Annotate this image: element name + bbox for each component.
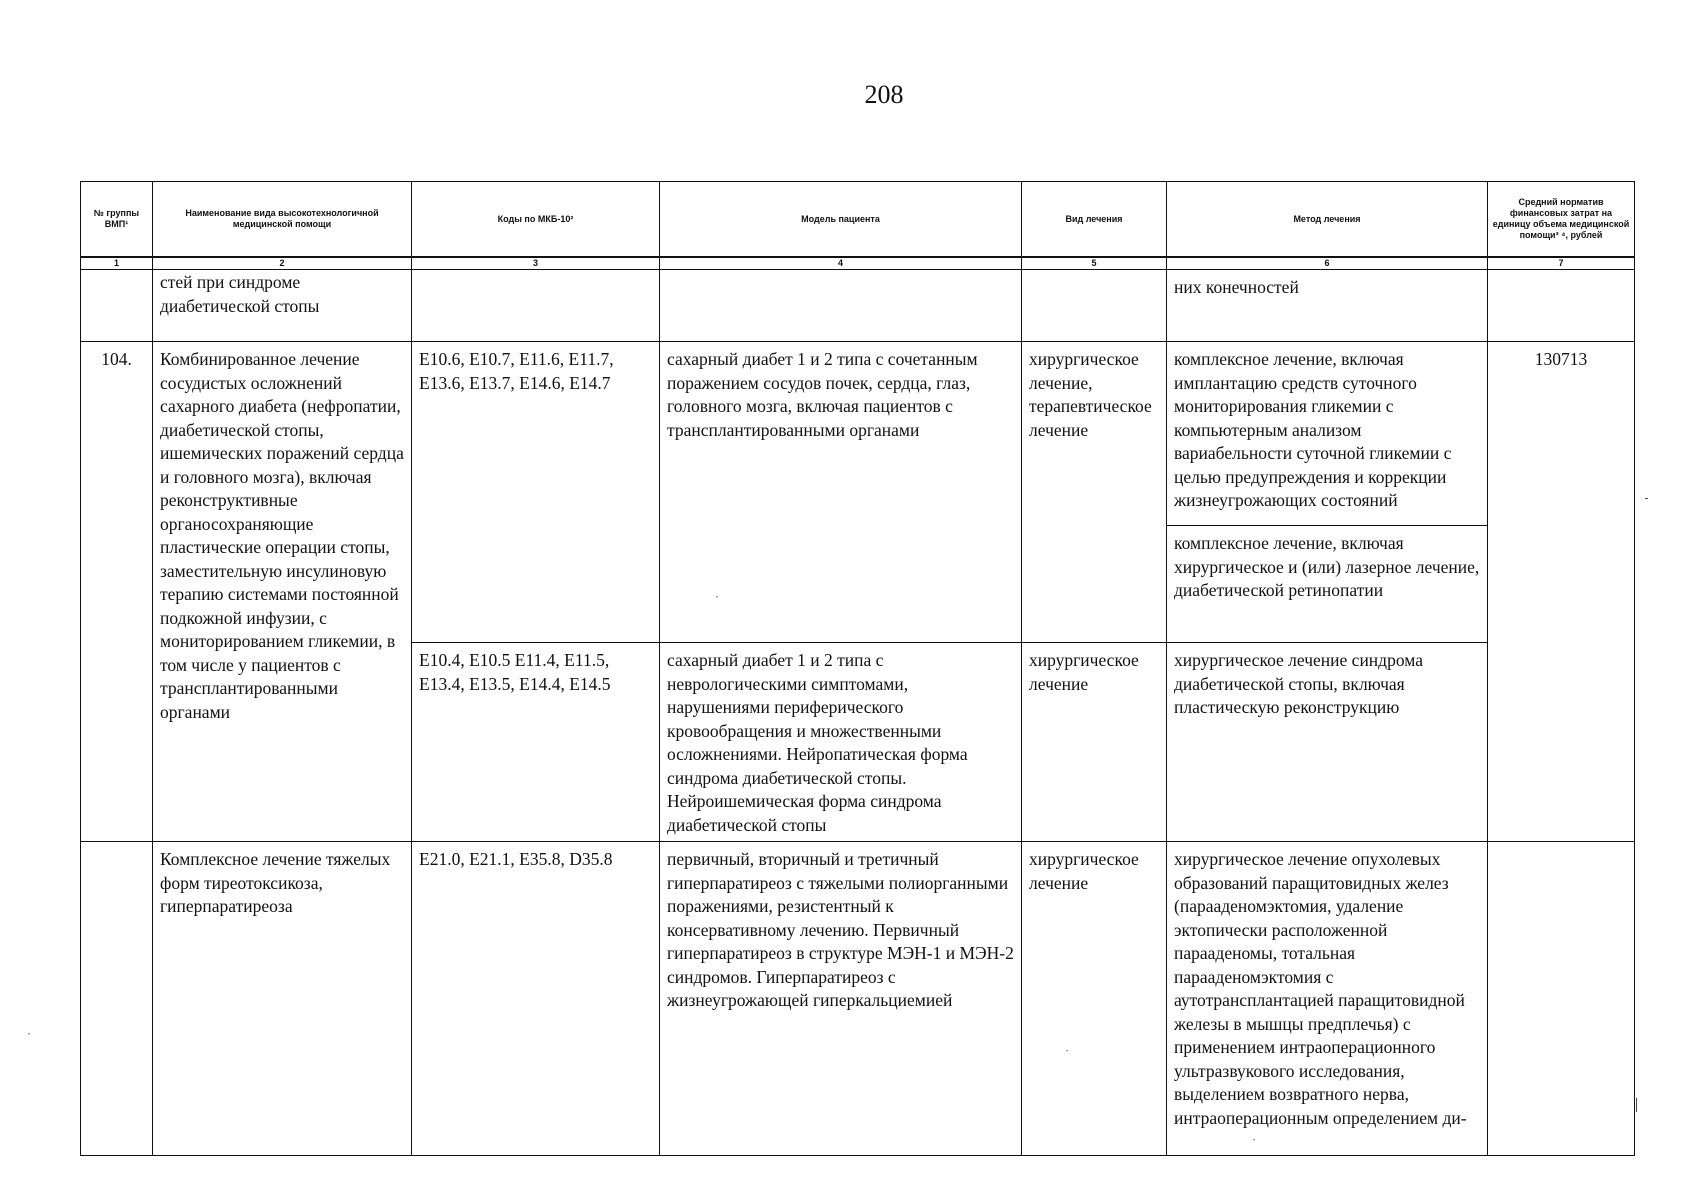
column-number: 7: [1488, 257, 1635, 270]
header-treatment-type: Вид лечения: [1022, 182, 1167, 258]
page-number: 208: [864, 80, 904, 109]
header-icd-codes: Коды по МКБ-10²: [412, 182, 660, 258]
icd-codes: E10.4, E10.5 E11.4, E11.5, E13.4, E13.5, E14.4, E14.5: [412, 643, 660, 842]
treatment-method: комплексное лечение, включая имплантацию средств суточного мониторирования гликемии с компьютерным анализом вариабельности суточной гликемии с целью предупреждения и коррекции жизнеугрожающих состояний: [1167, 342, 1488, 526]
group-name: Комплексное лечение тяжелых форм тиреотоксикоза, гиперпаратиреоза: [153, 842, 412, 1156]
header-group-number: № группы ВМП¹: [81, 182, 153, 258]
continuation-model-cell: [660, 270, 1022, 342]
scan-speck: •: [28, 1032, 31, 1038]
header-treatment-method: Метод лечения: [1167, 182, 1488, 258]
patient-model: первичный, вторичный и третичный гиперпаратиреоз с тяжелыми полиорганными поражениями, резистентный к консервативному лечению. Первичный гиперпаратиреоз в структуре МЭН-1 и МЭН-2 синдромов. Гиперпаратиреоз с жизнеугрожающей гиперкальциемией: [660, 842, 1022, 1156]
patient-model: сахарный диабет 1 и 2 типа с сочетанным поражением сосудов почек, сердца, глаз, головного мозга, включая пациентов с трансплантированными органами: [660, 342, 1022, 643]
scan-speck: •: [1253, 1138, 1256, 1144]
icd-codes: E10.6, E10.7, E11.6, E11.7, E13.6, E13.7, E14.6, E14.7: [412, 342, 660, 643]
table-header-row: [81, 182, 1635, 258]
treatment-type: хирургическое лечение, терапевтическое лечение: [1022, 342, 1167, 643]
treatment-method: хирургическое лечение синдрома диабетической стопы, включая пластическую реконструкцию: [1167, 643, 1488, 842]
group-104-row: [81, 342, 1635, 526]
scan-edge-mark: [1645, 498, 1648, 499]
treatment-method: комплексное лечение, включая хирургическое и (или) лазерное лечение, диабетической ретинопатии: [1167, 526, 1488, 643]
average-cost: 130713: [1488, 342, 1635, 842]
patient-model: сахарный диабет 1 и 2 типа с неврологическими симптомами, нарушениями периферического кровообращения и множественными осложнениями. Нейропатическая форма синдрома диабетической стопы. Нейроишемическая форма синдрома диабетической стопы: [660, 643, 1022, 842]
column-number: 3: [412, 257, 660, 270]
scan-speck: •: [1066, 1049, 1069, 1055]
treatment-type: хирургическое лечение: [1022, 643, 1167, 842]
column-number: 6: [1167, 257, 1488, 270]
icd-codes: E21.0, E21.1, E35.8, D35.8: [412, 842, 660, 1156]
vmp-table: [80, 181, 1635, 1156]
continuation-codes-cell: [412, 270, 660, 342]
continuation-row: [81, 270, 1635, 342]
next-group-row: [81, 842, 1635, 1156]
column-number: 4: [660, 257, 1022, 270]
scan-edge-mark: [1636, 1098, 1637, 1112]
continuation-method: них конечностей: [1167, 270, 1488, 342]
continuation-name: стей при синдроме диабетической стопы: [153, 270, 412, 342]
column-number: 5: [1022, 257, 1167, 270]
group-number: [81, 842, 153, 1156]
column-number: 1: [81, 257, 153, 270]
column-number-row: [81, 257, 1635, 270]
group-number: 104.: [81, 342, 153, 842]
continuation-treatment-cell: [1022, 270, 1167, 342]
group-name: Комбинированное лечение сосудистых осложнений сахарного диабета (нефропатии, диабетической стопы, ишемических поражений сердца и головного мозга), включая реконструктивные органосохраняющие пластические операции стопы, заместительную инсулиновую терапию системами постоянной подкожной инфузии, с мониторированием гликемии, в том числе у пациентов с трансплантированными органами: [153, 342, 412, 842]
header-patient-model: Модель пациента: [660, 182, 1022, 258]
average-cost: [1488, 842, 1635, 1156]
header-care-type-name: Наименование вида высокотехнологичной медицинской помощи: [153, 182, 412, 258]
treatment-type: хирургическое лечение: [1022, 842, 1167, 1156]
scan-speck: •: [716, 595, 719, 601]
treatment-method: хирургическое лечение опухолевых образований паращитовидных желез (парааденомэктомия, удаление эктопически расположенной парааденомы, тотальная парааденомэктомия с аутотрансплантацией паращитовидной железы в мышцы предплечья) с применением интраоперационного ультразвукового исследования, выделением возвратного нерва, интраоперационным определением ди-: [1167, 842, 1488, 1156]
column-number: 2: [153, 257, 412, 270]
continuation-number-cell: [81, 270, 153, 342]
header-average-cost: Средний норматив финансовых затрат на единицу объема медицинской помощи³ ⁴, рублей: [1488, 182, 1635, 258]
continuation-cost-cell: [1488, 270, 1635, 342]
